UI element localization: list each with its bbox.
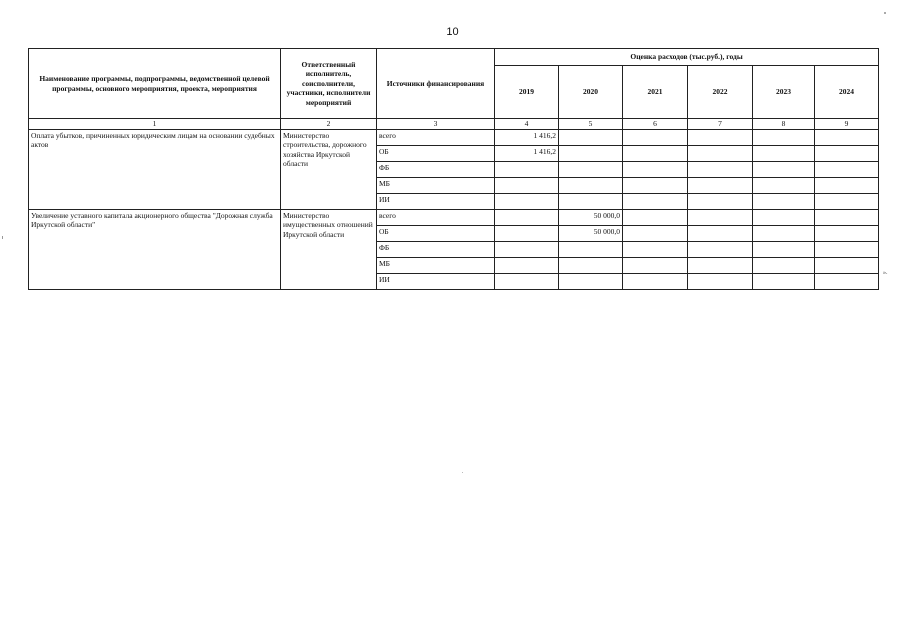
expense-value (753, 194, 815, 210)
funding-source-label: МБ (377, 178, 495, 194)
scan-speck (462, 472, 463, 473)
column-number: 8 (753, 119, 815, 130)
expense-value (495, 178, 559, 194)
funding-source-label: ИИ (377, 274, 495, 290)
expense-value (688, 146, 753, 162)
expense-value (815, 242, 879, 258)
header-year: 2023 (753, 66, 815, 119)
header-executor: Ответственный исполнитель, соисполнители, участники, исполнители мероприятий (281, 49, 377, 119)
header-year: 2021 (623, 66, 688, 119)
header-year: 2024 (815, 66, 879, 119)
column-number: 6 (623, 119, 688, 130)
expense-value (495, 242, 559, 258)
expense-value (559, 178, 623, 194)
expense-value (559, 162, 623, 178)
closing-quote-mark: ». (883, 270, 888, 276)
expense-value (753, 130, 815, 146)
scan-speck (884, 12, 886, 14)
expense-value (559, 274, 623, 290)
expense-value (623, 242, 688, 258)
expense-value (753, 146, 815, 162)
expense-value (559, 146, 623, 162)
funding-source-label: ОБ (377, 146, 495, 162)
expense-value (753, 178, 815, 194)
expense-value (688, 194, 753, 210)
budget-table (28, 48, 879, 290)
expense-value: 50 000,0 (559, 210, 623, 226)
expense-value (623, 146, 688, 162)
expense-value (688, 178, 753, 194)
expense-value (495, 210, 559, 226)
expense-value (815, 274, 879, 290)
funding-source-label: всего (377, 210, 495, 226)
expense-value (815, 162, 879, 178)
expense-value (815, 226, 879, 242)
expense-value (815, 194, 879, 210)
scan-speck (2, 236, 3, 239)
expense-value (688, 226, 753, 242)
expense-value (753, 162, 815, 178)
header-year: 2020 (559, 66, 623, 119)
expense-value (688, 274, 753, 290)
activity-executor: Министерство имущественных отношений Иркутской области (281, 210, 377, 290)
expense-value (495, 162, 559, 178)
expense-value (815, 178, 879, 194)
expense-value (688, 242, 753, 258)
expense-value (623, 162, 688, 178)
expense-value (495, 226, 559, 242)
expense-value: 50 000,0 (559, 226, 623, 242)
funding-source-label: всего (377, 130, 495, 146)
activity-name: Увеличение уставного капитала акционерного общества "Дорожная служба Иркутской области" (29, 210, 281, 290)
funding-source-label: ИИ (377, 194, 495, 210)
expense-value (623, 130, 688, 146)
funding-source-label: ОБ (377, 226, 495, 242)
funding-source-label: ФБ (377, 242, 495, 258)
expense-value (815, 210, 879, 226)
column-number: 4 (495, 119, 559, 130)
expense-value (559, 130, 623, 146)
funding-source-label: ФБ (377, 162, 495, 178)
header-expenses-estimate: Оценка расходов (тыс.руб.), годы (495, 49, 879, 66)
expense-value (559, 258, 623, 274)
expense-value (495, 258, 559, 274)
expense-value (815, 258, 879, 274)
expense-value (815, 130, 879, 146)
column-number: 5 (559, 119, 623, 130)
header-year: 2022 (688, 66, 753, 119)
column-number: 2 (281, 119, 377, 130)
expense-value (623, 226, 688, 242)
activity-executor: Министерство строительства, дорожного хозяйства Иркутской области (281, 130, 377, 210)
expense-value (623, 178, 688, 194)
expense-value (753, 242, 815, 258)
expense-value (688, 130, 753, 146)
expense-value (753, 274, 815, 290)
expense-value: 1 416,2 (495, 146, 559, 162)
expense-value (688, 162, 753, 178)
expense-value: 1 416,2 (495, 130, 559, 146)
expense-value (495, 274, 559, 290)
column-number: 7 (688, 119, 753, 130)
expense-value (753, 226, 815, 242)
header-year: 2019 (495, 66, 559, 119)
expense-value (688, 258, 753, 274)
expense-value (815, 146, 879, 162)
activity-name: Оплата убытков, причиненных юридическим лицам на основании судебных актов (29, 130, 281, 210)
expense-value (623, 194, 688, 210)
header-funding-sources: Источники финансирования (377, 49, 495, 119)
page-number: 10 (446, 26, 459, 38)
expense-value (753, 210, 815, 226)
column-number: 3 (377, 119, 495, 130)
column-number: 9 (815, 119, 879, 130)
expense-value (688, 210, 753, 226)
expense-value (623, 258, 688, 274)
expense-value (495, 194, 559, 210)
expense-value (623, 210, 688, 226)
header-program-name: Наименование программы, подпрограммы, ведомственной целевой программы, основного мероприятия, проекта, мероприятия (29, 49, 281, 119)
expense-value (623, 274, 688, 290)
funding-source-label: МБ (377, 258, 495, 274)
expense-value (559, 242, 623, 258)
expense-value (559, 194, 623, 210)
expense-value (753, 258, 815, 274)
column-number: 1 (29, 119, 281, 130)
